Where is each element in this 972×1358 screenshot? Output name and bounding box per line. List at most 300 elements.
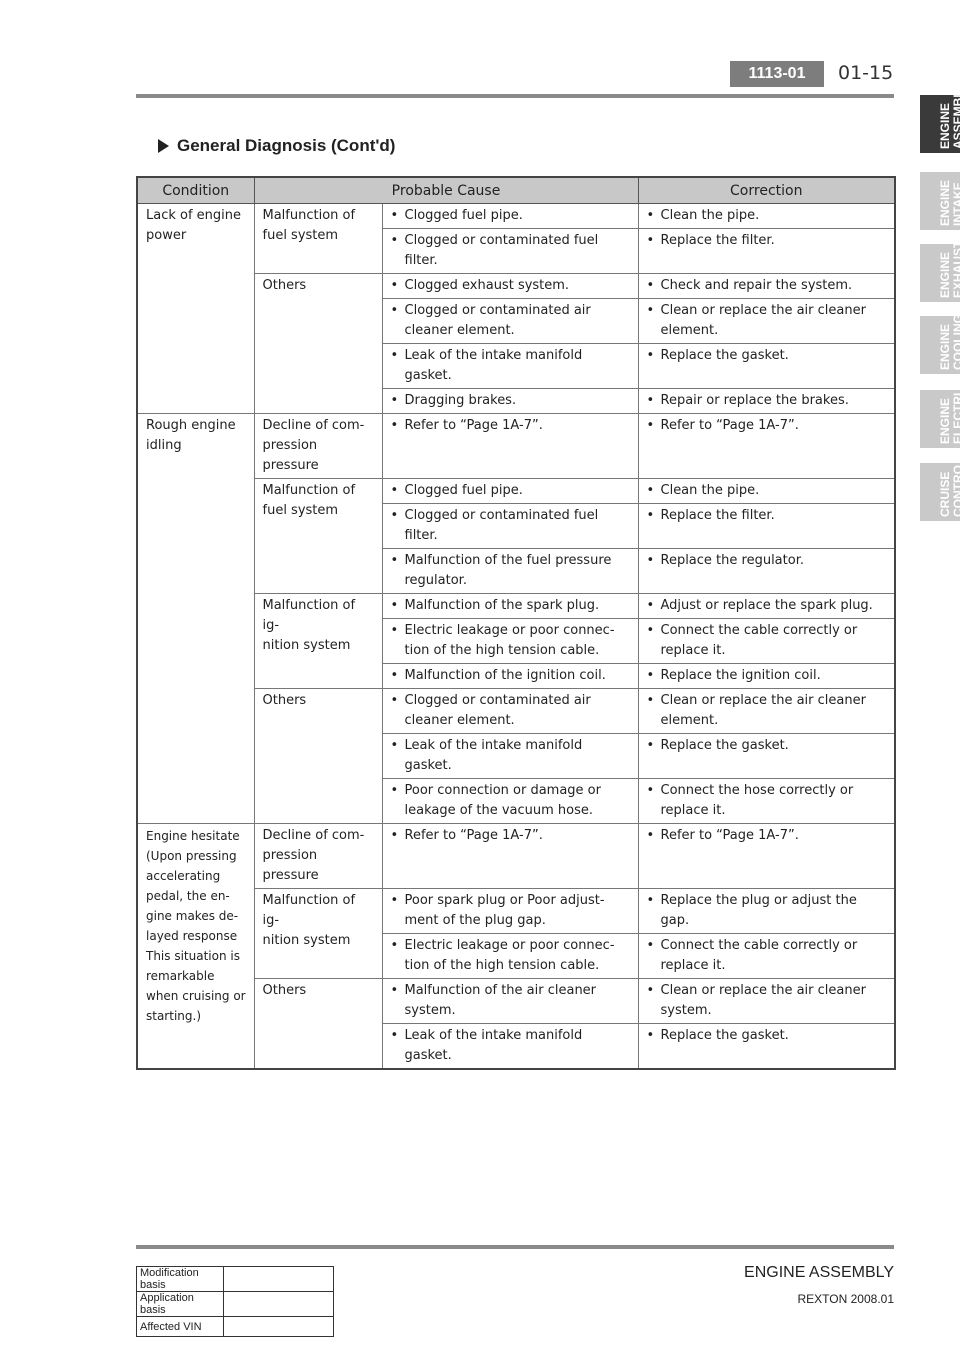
correction-bullet-item <box>647 1026 889 1046</box>
condition-cell <box>137 204 254 414</box>
cause-group-text-line: Malfunction of ig- <box>262 598 356 633</box>
side-tab-label <box>932 463 972 521</box>
probable-cause-bullet-item <box>391 666 632 686</box>
probable-cause-text <box>405 1026 632 1066</box>
correction-text <box>661 276 853 296</box>
correction-text-line: Replace the ignition coil. <box>660 668 821 683</box>
probable-cause-text <box>405 301 591 341</box>
mod-value <box>224 1292 334 1317</box>
correction-cell <box>638 204 895 229</box>
side-tab-text: CRUISE <box>938 471 952 517</box>
side-tab-text: ASSEMBL <box>951 90 965 149</box>
correction-bullet-item <box>647 391 889 411</box>
cause-group-text-line: pression pressure <box>262 438 319 473</box>
correction-text-line: Replace the gasket. <box>660 348 789 363</box>
correction-text <box>661 621 858 661</box>
correction-bullet-item <box>647 206 889 226</box>
probable-cause-cell <box>382 299 638 344</box>
correction-cell <box>638 889 895 934</box>
correction-text <box>661 891 857 931</box>
probable-cause-text-line: leakage of the vacuum hose. <box>404 803 594 818</box>
probable-cause-text <box>405 481 523 501</box>
probable-cause-text <box>405 391 517 411</box>
probable-cause-text-line: Electric leakage or poor connec- <box>404 938 615 953</box>
side-tab-text: INTAKE <box>951 182 965 226</box>
side-tab-2[interactable] <box>920 240 965 302</box>
header-correction: Correction <box>638 177 895 204</box>
correction-text <box>661 936 858 976</box>
correction-text-line: Replace the filter. <box>660 508 775 523</box>
bullet-icon: • <box>646 233 655 248</box>
correction-cell <box>638 824 895 889</box>
side-tab-label <box>932 240 972 302</box>
mod-label-modification: Modification basis <box>137 1267 224 1292</box>
condition-text-line: remarkable <box>146 969 215 983</box>
correction-cell <box>638 549 895 594</box>
side-tab-text: ENGINE <box>938 397 952 444</box>
probable-cause-cell <box>382 889 638 934</box>
probable-cause-text <box>405 231 632 271</box>
probable-cause-text <box>405 936 615 976</box>
cause-group-cell <box>254 274 382 414</box>
correction-cell <box>638 934 895 979</box>
probable-cause-text-line: Clogged or contaminated fuel filter. <box>404 233 599 268</box>
correction-text-line: Clean or replace the air cleaner <box>660 983 866 998</box>
modification-table <box>136 1266 334 1337</box>
correction-text-line: Replace the plug or adjust the <box>660 893 857 908</box>
correction-text <box>661 506 775 526</box>
probable-cause-bullet-item <box>391 301 632 341</box>
condition-text-line: layed response <box>146 929 238 943</box>
probable-cause-bullet-item <box>391 231 632 271</box>
probable-cause-bullet-item <box>391 981 632 1021</box>
correction-cell <box>638 274 895 299</box>
correction-bullet-item <box>647 936 889 976</box>
section-code-badge: 1113-01 <box>730 61 824 87</box>
condition-text <box>146 206 248 246</box>
bullet-icon: • <box>390 668 399 683</box>
bullet-icon: • <box>390 623 399 638</box>
correction-text-line: Check and repair the system. <box>660 278 853 293</box>
cause-group-cell <box>254 594 382 689</box>
correction-bullet-item <box>647 231 889 251</box>
probable-cause-text-line: Clogged fuel pipe. <box>404 208 523 223</box>
cause-group-text-line: Decline of com- <box>262 418 365 433</box>
correction-text-line: Clean the pipe. <box>660 483 760 498</box>
condition-text-line: power <box>146 228 187 243</box>
probable-cause-text <box>405 736 632 776</box>
bullet-icon: • <box>646 598 655 613</box>
side-tab-text: ENGINE <box>938 102 952 149</box>
cause-group-text-line: Others <box>262 693 307 708</box>
probable-cause-cell <box>382 274 638 299</box>
cause-group-cell <box>254 414 382 479</box>
correction-cell <box>638 229 895 274</box>
correction-bullet-item <box>647 416 889 436</box>
triangle-bullet-icon <box>158 139 169 153</box>
condition-text-line: starting.) <box>146 1009 202 1023</box>
probable-cause-bullet-item <box>391 481 632 501</box>
bullet-icon: • <box>390 938 399 953</box>
correction-text <box>661 231 775 251</box>
probable-cause-cell <box>382 229 638 274</box>
probable-cause-text-line: Malfunction of the fuel pressure <box>404 553 612 568</box>
correction-cell <box>638 504 895 549</box>
correction-cell <box>638 299 895 344</box>
section-title-row <box>158 136 395 156</box>
condition-text-line: Lack of engine <box>146 208 242 223</box>
condition-text-line: Engine hesitate <box>146 829 240 843</box>
probable-cause-text <box>405 691 591 731</box>
correction-text <box>661 736 789 756</box>
side-tab-text: ENGINE <box>938 179 952 226</box>
probable-cause-bullet-item <box>391 691 632 731</box>
probable-cause-text-line: Leak of the intake manifold gasket. <box>404 348 583 383</box>
probable-cause-bullet-item <box>391 551 632 591</box>
bullet-icon: • <box>646 303 655 318</box>
side-tab-label <box>932 90 972 153</box>
side-tab-label <box>932 172 972 230</box>
header-rule <box>136 94 894 98</box>
probable-cause-text-line: Clogged or contaminated air <box>404 693 591 708</box>
correction-cell <box>638 689 895 734</box>
correction-bullet-item <box>647 891 889 931</box>
correction-text <box>661 981 866 1021</box>
correction-cell <box>638 414 895 479</box>
probable-cause-cell <box>382 414 638 479</box>
bullet-icon: • <box>646 783 655 798</box>
side-tab-text: ELECTRI <box>951 392 965 444</box>
bullet-icon: • <box>646 693 655 708</box>
correction-bullet-item <box>647 551 889 571</box>
correction-text <box>661 596 873 616</box>
correction-bullet-item <box>647 506 889 526</box>
correction-text <box>661 551 804 571</box>
bullet-icon: • <box>646 553 655 568</box>
bullet-icon: • <box>390 783 399 798</box>
condition-text-line: pedal, the en- <box>146 889 230 903</box>
correction-cell <box>638 1024 895 1070</box>
correction-text <box>661 481 760 501</box>
probable-cause-bullet-item <box>391 621 632 661</box>
probable-cause-cell <box>382 204 638 229</box>
cause-group-text-line: Malfunction of <box>262 483 356 498</box>
probable-cause-text-line: Malfunction of the spark plug. <box>404 598 600 613</box>
cause-group-text <box>263 416 376 476</box>
mod-value <box>224 1317 334 1337</box>
bullet-icon: • <box>646 393 655 408</box>
correction-cell <box>638 779 895 824</box>
probable-cause-cell <box>382 389 638 414</box>
correction-text <box>661 826 799 846</box>
cause-group-text-line: Malfunction of <box>262 208 356 223</box>
probable-cause-text-line: Leak of the intake manifold gasket. <box>404 738 583 773</box>
table-row <box>137 824 895 889</box>
bullet-icon: • <box>390 693 399 708</box>
probable-cause-text-line: system. <box>404 1003 456 1018</box>
cause-group-text <box>263 481 376 521</box>
probable-cause-text-line: Dragging brakes. <box>404 393 517 408</box>
cause-group-cell <box>254 479 382 594</box>
cause-group-text-line: Others <box>262 278 307 293</box>
correction-cell <box>638 594 895 619</box>
table-header-row <box>137 177 895 204</box>
side-tab-0[interactable] <box>920 90 965 153</box>
probable-cause-text <box>405 276 570 296</box>
bullet-icon: • <box>390 303 399 318</box>
condition-text-line: idling <box>146 438 182 453</box>
side-tab-1[interactable] <box>920 172 965 230</box>
probable-cause-cell <box>382 824 638 889</box>
probable-cause-text <box>405 826 543 846</box>
page-number: 01-15 <box>838 62 894 84</box>
bullet-icon: • <box>390 418 399 433</box>
bullet-icon: • <box>390 553 399 568</box>
correction-text-line: Replace the gasket. <box>660 1028 789 1043</box>
cause-group-text-line: nition system <box>262 933 351 948</box>
cause-group-cell <box>254 204 382 274</box>
probable-cause-text-line: Refer to “Page 1A-7”. <box>404 828 543 843</box>
side-tab-text: ENGINE <box>938 323 952 370</box>
correction-bullet-item <box>647 736 889 756</box>
cause-group-text-line: Decline of com- <box>262 828 365 843</box>
bullet-icon: • <box>646 278 655 293</box>
probable-cause-text <box>405 666 606 686</box>
probable-cause-text <box>405 596 600 616</box>
probable-cause-text <box>405 416 543 436</box>
condition-text-line: gine makes de- <box>146 909 239 923</box>
bullet-icon: • <box>390 483 399 498</box>
correction-text-line: Replace the filter. <box>660 233 775 248</box>
table-row <box>137 1292 334 1317</box>
probable-cause-cell <box>382 664 638 689</box>
probable-cause-bullet-item <box>391 736 632 776</box>
bullet-icon: • <box>390 983 399 998</box>
correction-cell <box>638 979 895 1024</box>
probable-cause-cell <box>382 779 638 824</box>
probable-cause-bullet-item <box>391 781 632 821</box>
condition-text <box>146 826 248 1026</box>
correction-text <box>661 781 854 821</box>
probable-cause-bullet-item <box>391 596 632 616</box>
correction-text-line: Replace the gasket. <box>660 738 789 753</box>
mod-value <box>224 1267 334 1292</box>
probable-cause-cell <box>382 504 638 549</box>
probable-cause-text-line: Refer to “Page 1A-7”. <box>404 418 543 433</box>
cause-group-text-line: pression pressure <box>262 848 319 883</box>
probable-cause-cell <box>382 479 638 504</box>
correction-text <box>661 691 866 731</box>
correction-bullet-item <box>647 301 889 341</box>
correction-cell <box>638 664 895 689</box>
correction-text-line: system. <box>660 1003 712 1018</box>
probable-cause-text-line: Leak of the intake manifold gasket. <box>404 1028 583 1063</box>
condition-cell <box>137 824 254 1070</box>
cause-group-text <box>263 826 376 886</box>
probable-cause-bullet-item <box>391 936 632 976</box>
correction-text-line: Clean or replace the air cleaner <box>660 693 866 708</box>
probable-cause-text <box>405 506 632 546</box>
probable-cause-cell <box>382 734 638 779</box>
correction-text-line: Refer to “Page 1A-7”. <box>660 418 799 433</box>
bullet-icon: • <box>390 828 399 843</box>
correction-text <box>661 416 799 436</box>
probable-cause-cell <box>382 619 638 664</box>
mod-label-vin: Affected VIN <box>137 1317 224 1337</box>
probable-cause-text <box>405 891 605 931</box>
condition-text-line: accelerating <box>146 869 221 883</box>
diagnosis-table <box>136 176 896 1070</box>
probable-cause-text <box>405 346 632 386</box>
bullet-icon: • <box>646 418 655 433</box>
probable-cause-cell <box>382 934 638 979</box>
bullet-icon: • <box>646 483 655 498</box>
cause-group-text <box>263 691 376 711</box>
correction-cell <box>638 734 895 779</box>
probable-cause-bullet-item <box>391 826 632 846</box>
probable-cause-text-line: Poor spark plug or Poor adjust- <box>404 893 605 908</box>
cause-group-text <box>263 596 376 656</box>
probable-cause-text <box>405 981 597 1021</box>
probable-cause-cell <box>382 344 638 389</box>
probable-cause-text-line: tion of the high tension cable. <box>404 643 600 658</box>
bullet-icon: • <box>646 508 655 523</box>
side-tab-label <box>932 390 972 448</box>
correction-bullet-item <box>647 621 889 661</box>
bullet-icon: • <box>390 348 399 363</box>
probable-cause-bullet-item <box>391 416 632 436</box>
bullet-icon: • <box>390 233 399 248</box>
side-tab-text: ENGINE <box>938 251 952 298</box>
correction-text <box>661 346 789 366</box>
bullet-icon: • <box>390 278 399 293</box>
probable-cause-bullet-item <box>391 506 632 546</box>
probable-cause-text-line: Clogged exhaust system. <box>404 278 570 293</box>
bullet-icon: • <box>390 1028 399 1043</box>
probable-cause-cell <box>382 549 638 594</box>
bullet-icon: • <box>646 623 655 638</box>
condition-text-line: This situation is <box>146 949 240 963</box>
side-tab-4[interactable] <box>920 390 965 448</box>
footer-rule <box>136 1245 894 1249</box>
correction-text-line: replace it. <box>660 643 726 658</box>
condition-text <box>146 416 248 456</box>
correction-text-line: Repair or replace the brakes. <box>660 393 849 408</box>
mod-label-application: Application basis <box>137 1292 224 1317</box>
side-tab-3[interactable] <box>920 314 965 374</box>
header-probable-cause: Probable Cause <box>254 177 638 204</box>
cause-group-cell <box>254 824 382 889</box>
probable-cause-text-line: Poor connection or damage or <box>404 783 601 798</box>
probable-cause-text <box>405 621 615 661</box>
probable-cause-bullet-item <box>391 346 632 386</box>
correction-cell <box>638 619 895 664</box>
table-row <box>137 1317 334 1337</box>
footer-subtitle: REXTON 2008.01 <box>797 1292 894 1306</box>
cause-group-text-line: Others <box>262 983 307 998</box>
correction-text-line: Replace the regulator. <box>660 553 804 568</box>
bullet-icon: • <box>646 938 655 953</box>
bullet-icon: • <box>646 738 655 753</box>
table-row <box>137 204 895 229</box>
correction-bullet-item <box>647 276 889 296</box>
probable-cause-text-line: Clogged or contaminated fuel filter. <box>404 508 599 543</box>
correction-text-line: Connect the cable correctly or <box>660 938 858 953</box>
probable-cause-bullet-item <box>391 391 632 411</box>
cause-group-cell <box>254 889 382 979</box>
probable-cause-text-line: Malfunction of the air cleaner <box>404 983 597 998</box>
probable-cause-text-line: Electric leakage or poor connec- <box>404 623 615 638</box>
probable-cause-text <box>405 551 612 591</box>
probable-cause-text-line: Clogged fuel pipe. <box>404 483 523 498</box>
bullet-icon: • <box>646 828 655 843</box>
bullet-icon: • <box>646 348 655 363</box>
correction-bullet-item <box>647 981 889 1021</box>
condition-text-line: (Upon pressing <box>146 849 237 863</box>
cause-group-text-line: Malfunction of ig- <box>262 893 356 928</box>
correction-bullet-item <box>647 346 889 366</box>
table-row <box>137 414 895 479</box>
correction-text-line: Adjust or replace the spark plug. <box>660 598 873 613</box>
bullet-icon: • <box>646 983 655 998</box>
correction-bullet-item <box>647 481 889 501</box>
correction-text-line: element. <box>660 323 719 338</box>
probable-cause-cell <box>382 689 638 734</box>
correction-bullet-item <box>647 781 889 821</box>
correction-text <box>661 206 760 226</box>
bullet-icon: • <box>646 668 655 683</box>
correction-bullet-item <box>647 666 889 686</box>
side-tab-text: COOLING <box>951 314 965 370</box>
side-tab-label <box>932 316 972 374</box>
condition-cell <box>137 414 254 824</box>
probable-cause-text-line: ment of the plug gap. <box>404 913 546 928</box>
bullet-icon: • <box>390 393 399 408</box>
correction-text <box>661 391 849 411</box>
condition-text-line: when cruising or <box>146 989 246 1003</box>
probable-cause-bullet-item <box>391 206 632 226</box>
bullet-icon: • <box>390 738 399 753</box>
probable-cause-text-line: cleaner element. <box>404 713 515 728</box>
bullet-icon: • <box>390 208 399 223</box>
section-title: General Diagnosis (Cont'd) <box>177 136 396 155</box>
bullet-icon: • <box>390 893 399 908</box>
bullet-icon: • <box>390 508 399 523</box>
correction-bullet-item <box>647 596 889 616</box>
probable-cause-text-line: tion of the high tension cable. <box>404 958 600 973</box>
correction-text-line: Clean or replace the air cleaner <box>660 303 866 318</box>
probable-cause-text-line: Clogged or contaminated air <box>404 303 591 318</box>
correction-text-line: gap. <box>660 913 690 928</box>
side-tab-5[interactable] <box>920 463 965 521</box>
cause-group-text <box>263 206 376 246</box>
probable-cause-bullet-item <box>391 891 632 931</box>
correction-bullet-item <box>647 826 889 846</box>
footer-title: ENGINE ASSEMBLY <box>744 1264 894 1281</box>
correction-text-line: Clean the pipe. <box>660 208 760 223</box>
probable-cause-cell <box>382 979 638 1024</box>
correction-text <box>661 666 821 686</box>
probable-cause-cell <box>382 594 638 619</box>
correction-text <box>661 1026 789 1046</box>
probable-cause-bullet-item <box>391 1026 632 1066</box>
correction-text-line: Connect the cable correctly or <box>660 623 858 638</box>
correction-cell <box>638 389 895 414</box>
probable-cause-text-line: Malfunction of the ignition coil. <box>404 668 606 683</box>
cause-group-text <box>263 276 376 296</box>
correction-text-line: element. <box>660 713 719 728</box>
cause-group-text-line: fuel system <box>262 503 339 518</box>
